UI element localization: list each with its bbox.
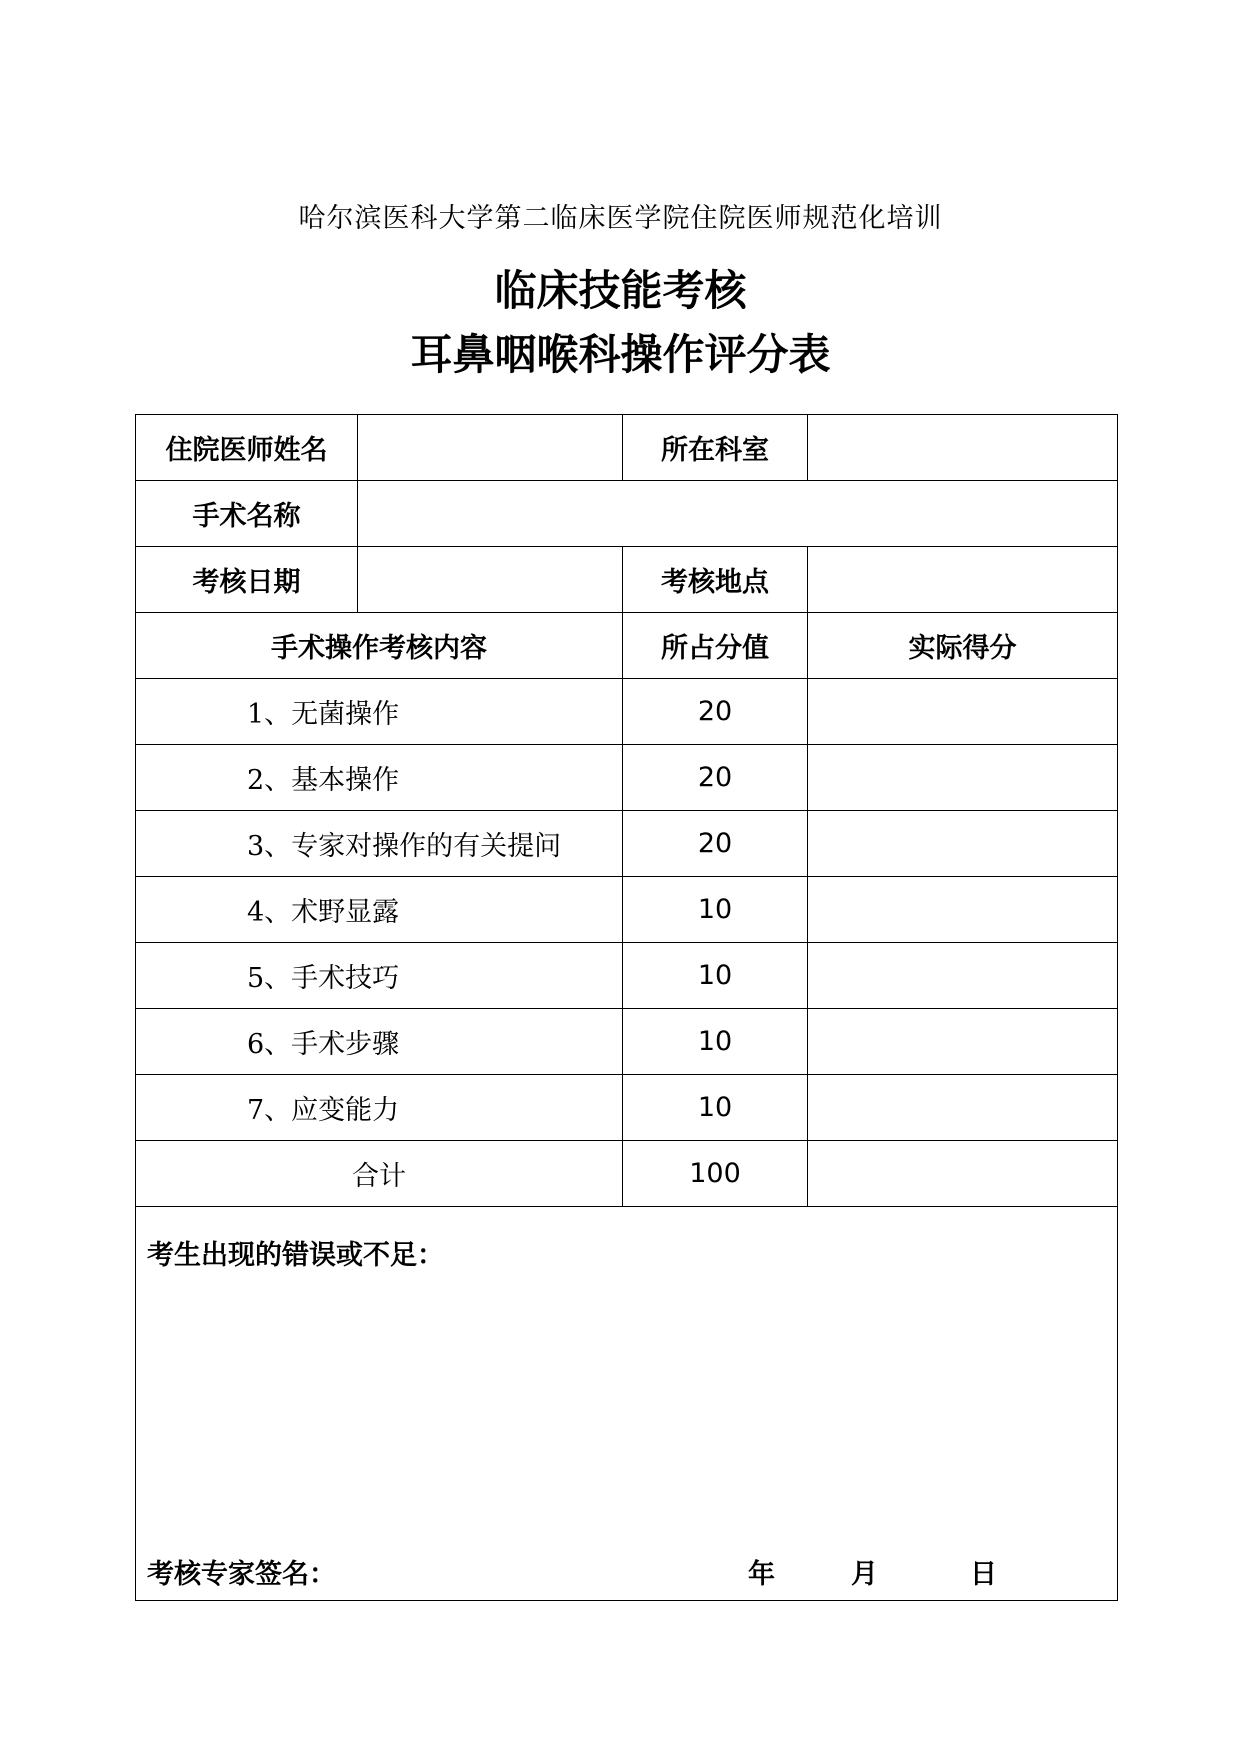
table-row xyxy=(136,745,1118,811)
surgery-field[interactable] xyxy=(358,481,1118,547)
item-points: 10 xyxy=(623,1009,808,1075)
total-row xyxy=(136,1141,1118,1207)
item-actual-score[interactable] xyxy=(808,745,1118,811)
item-points: 20 xyxy=(623,811,808,877)
year-label: 年 xyxy=(748,1559,775,1590)
item-actual-score[interactable] xyxy=(808,679,1118,745)
item-actual-score[interactable] xyxy=(808,877,1118,943)
points-header: 所占分值 xyxy=(623,613,808,679)
info-row-surgery xyxy=(136,481,1118,547)
scoring-table xyxy=(135,414,1118,1601)
comments-area[interactable] xyxy=(136,1207,1118,1601)
item-label: 4、术野显露 xyxy=(136,877,623,943)
item-actual-score[interactable] xyxy=(808,811,1118,877)
total-points: 100 xyxy=(623,1141,808,1207)
dept-label: 所在科室 xyxy=(623,415,808,481)
comments-row xyxy=(136,1207,1118,1601)
item-label: 7、应变能力 xyxy=(136,1075,623,1141)
name-label: 住院医师姓名 xyxy=(136,415,358,481)
name-field[interactable] xyxy=(358,415,623,481)
dept-field[interactable] xyxy=(808,415,1118,481)
month-label: 月 xyxy=(851,1559,878,1590)
item-points: 10 xyxy=(623,943,808,1009)
item-points: 10 xyxy=(623,877,808,943)
surgery-label: 手术名称 xyxy=(136,481,358,547)
item-label: 6、手术步骤 xyxy=(136,1009,623,1075)
total-actual-score[interactable] xyxy=(808,1141,1118,1207)
table-row xyxy=(136,1009,1118,1075)
actual-header: 实际得分 xyxy=(808,613,1118,679)
date-field[interactable] xyxy=(358,547,623,613)
item-actual-score[interactable] xyxy=(808,943,1118,1009)
page-title: 临床技能考核 xyxy=(494,266,747,315)
item-points: 10 xyxy=(623,1075,808,1141)
item-label: 1、无菌操作 xyxy=(136,679,623,745)
table-row xyxy=(136,811,1118,877)
location-label: 考核地点 xyxy=(623,547,808,613)
table-row xyxy=(136,943,1118,1009)
item-points: 20 xyxy=(623,745,808,811)
table-row xyxy=(136,679,1118,745)
info-row-name xyxy=(136,415,1118,481)
date-label: 考核日期 xyxy=(136,547,358,613)
item-label: 3、专家对操作的有关提问 xyxy=(136,811,623,877)
column-header-row xyxy=(136,613,1118,679)
content-header: 手术操作考核内容 xyxy=(136,613,623,679)
info-row-date xyxy=(136,547,1118,613)
item-actual-score[interactable] xyxy=(808,1009,1118,1075)
comments-label: 考生出现的错误或不足： xyxy=(147,1240,444,1271)
institution-subtitle: 哈尔滨医科大学第二临床医学院住院医师规范化培训 xyxy=(298,203,943,234)
table-row xyxy=(136,877,1118,943)
day-label: 日 xyxy=(970,1559,997,1590)
table-row xyxy=(136,1075,1118,1141)
location-field[interactable] xyxy=(808,547,1118,613)
item-points: 20 xyxy=(623,679,808,745)
item-label: 2、基本操作 xyxy=(136,745,623,811)
item-actual-score[interactable] xyxy=(808,1075,1118,1141)
form-title: 耳鼻咽喉科操作评分表 xyxy=(410,330,831,379)
total-label: 合计 xyxy=(136,1141,623,1207)
signature-label: 考核专家签名： xyxy=(147,1559,336,1590)
item-label: 5、手术技巧 xyxy=(136,943,623,1009)
